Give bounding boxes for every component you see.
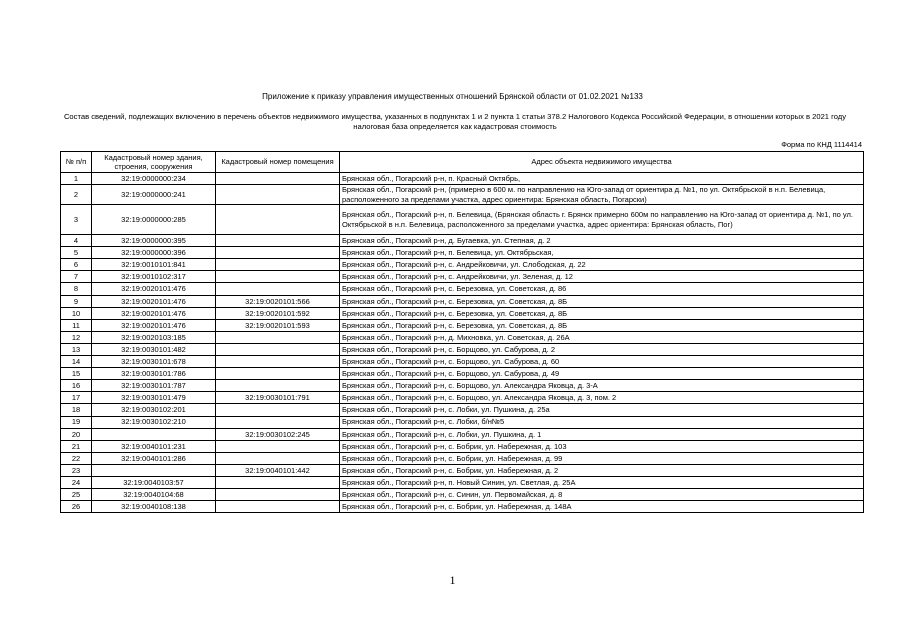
property-table — [60, 151, 864, 513]
cell-address: Брянская обл., Погарский р-н, с. Борщово, ул. Сабурова, д. 60 — [340, 356, 864, 368]
cell-num: 24 — [61, 476, 92, 488]
table-row — [61, 501, 864, 513]
cell-address: Брянская обл., Погарский р-н, с. Борщово, ул. Александра Яковца, д. 3-А — [340, 380, 864, 392]
table-row — [61, 428, 864, 440]
table-row — [61, 235, 864, 247]
cell-premises-cadastral — [216, 259, 340, 271]
document-subtitle: Состав сведений, подлежащих включению в перечень объектов недвижимого имущества, указанных в подпунктах 1 и 2 пункта 1 статьи 378.2 Налогового Кодекса Российской Федерации, в отношении которых в 2021 году налоговая база определяется как кадастровая стоимость — [63, 112, 847, 131]
cell-building-cadastral: 32:19:0030101:678 — [92, 356, 216, 368]
cell-num: 14 — [61, 356, 92, 368]
cell-premises-cadastral — [216, 368, 340, 380]
cell-address: Брянская обл., Погарский р-н, с. Бобрик, ул. Набережная, д. 148А — [340, 501, 864, 513]
cell-building-cadastral: 32:19:0000000:396 — [92, 247, 216, 259]
cell-num: 22 — [61, 452, 92, 464]
table-row — [61, 368, 864, 380]
cell-premises-cadastral — [216, 452, 340, 464]
cell-building-cadastral: 32:19:0020101:476 — [92, 307, 216, 319]
cell-address: Брянская обл., Погарский р-н, (примерно в 600 м. по направлению на Юго-запад от ориентира д. №1, по ул. Октябрьской в н.п. Белевица, расположенного за пределами участка, адрес ориентира: Брянская область, Погарски) — [340, 185, 864, 205]
cell-num: 17 — [61, 392, 92, 404]
cell-premises-cadastral — [216, 235, 340, 247]
table-row — [61, 464, 864, 476]
cell-address: Брянская обл., Погарский р-н, п. Белевица, (Брянская область г. Брянск примерно 600м по направлению на Юго-запад от ориентира д. №1, по ул. Октябрьской в н.п. Белевица, расположенного за пределами участка, адрес ориентира: Брянская область, Пог) — [340, 205, 864, 235]
cell-num: 8 — [61, 283, 92, 295]
cell-premises-cadastral: 32:19:0030102:245 — [216, 428, 340, 440]
cell-building-cadastral: 32:19:0010101:841 — [92, 259, 216, 271]
cell-building-cadastral: 32:19:0000000:241 — [92, 185, 216, 205]
cell-address: Брянская обл., Погарский р-н, п. Белевица, ул. Октябрьская, — [340, 247, 864, 259]
table-row — [61, 205, 864, 235]
cell-address: Брянская обл., Погарский р-н, с. Борщово, ул. Сабурова, д. 49 — [340, 368, 864, 380]
cell-premises-cadastral — [216, 205, 340, 235]
cell-building-cadastral — [92, 464, 216, 476]
cell-building-cadastral: 32:19:0010102:317 — [92, 271, 216, 283]
cell-premises-cadastral — [216, 356, 340, 368]
table-row — [61, 307, 864, 319]
cell-num: 9 — [61, 295, 92, 307]
cell-address: Брянская обл., Погарский р-н, с. Синин, ул. Первомайская, д. 8 — [340, 489, 864, 501]
cell-building-cadastral: 32:19:0030102:201 — [92, 404, 216, 416]
cell-num: 4 — [61, 235, 92, 247]
table-row — [61, 331, 864, 343]
form-code-label: Форма по КНД 1114414 — [781, 140, 862, 149]
cell-num: 19 — [61, 416, 92, 428]
cell-num: 2 — [61, 185, 92, 205]
cell-premises-cadastral — [216, 380, 340, 392]
cell-building-cadastral: 32:19:0000000:285 — [92, 205, 216, 235]
cell-building-cadastral: 32:19:0040104:68 — [92, 489, 216, 501]
table-row — [61, 416, 864, 428]
cell-num: 20 — [61, 428, 92, 440]
cell-premises-cadastral — [216, 343, 340, 355]
cell-premises-cadastral — [216, 416, 340, 428]
cell-address: Брянская обл., Погарский р-н, с. Березовка, ул. Советская, д. 86 — [340, 283, 864, 295]
cell-building-cadastral: 32:19:0030101:479 — [92, 392, 216, 404]
cell-premises-cadastral — [216, 440, 340, 452]
cell-address: Брянская обл., Погарский р-н, с. Березовка, ул. Советская, д. 8Б — [340, 319, 864, 331]
table-header-row — [61, 152, 864, 173]
table-row — [61, 343, 864, 355]
cell-premises-cadastral — [216, 271, 340, 283]
cell-premises-cadastral — [216, 247, 340, 259]
cell-address: Брянская обл., Погарский р-н, с. Борщово, ул. Сабурова, д. 2 — [340, 343, 864, 355]
cell-num: 13 — [61, 343, 92, 355]
cell-address: Брянская обл., Погарский р-н, п. Новый Синин, ул. Светлая, д. 25А — [340, 476, 864, 488]
cell-num: 10 — [61, 307, 92, 319]
cell-premises-cadastral — [216, 173, 340, 185]
cell-building-cadastral: 32:19:0040103:57 — [92, 476, 216, 488]
cell-building-cadastral: 32:19:0020101:476 — [92, 319, 216, 331]
table-row — [61, 476, 864, 488]
cell-num: 12 — [61, 331, 92, 343]
table-row — [61, 404, 864, 416]
cell-num: 7 — [61, 271, 92, 283]
cell-premises-cadastral: 32:19:0020101:592 — [216, 307, 340, 319]
table-row — [61, 283, 864, 295]
cell-num: 3 — [61, 205, 92, 235]
cell-num: 11 — [61, 319, 92, 331]
cell-address: Брянская обл., Погарский р-н, п. Красный Октябрь, — [340, 173, 864, 185]
page-number: 1 — [449, 573, 456, 587]
cell-address: Брянская обл., Погарский р-н, с. Березовка, ул. Советская, д. 8Б — [340, 307, 864, 319]
cell-num: 25 — [61, 489, 92, 501]
cell-building-cadastral: 32:19:0040101:286 — [92, 452, 216, 464]
table-row — [61, 380, 864, 392]
cell-address: Брянская обл., Погарский р-н, с. Борщово, ул. Александра Яковца, д. 3, пом. 2 — [340, 392, 864, 404]
cell-building-cadastral: 32:19:0000000:234 — [92, 173, 216, 185]
table-row — [61, 392, 864, 404]
table-row — [61, 356, 864, 368]
table-row — [61, 271, 864, 283]
cell-building-cadastral: 32:19:0020103:185 — [92, 331, 216, 343]
cell-address: Брянская обл., Погарский р-н, с. Андрейковичи, ул. Зеленая, д. 12 — [340, 271, 864, 283]
cell-num: 21 — [61, 440, 92, 452]
cell-building-cadastral: 32:19:0020101:476 — [92, 295, 216, 307]
cell-address: Брянская обл., Погарский р-н, с. Березовка, ул. Советская, д. 8Б — [340, 295, 864, 307]
header-premises-cadastral: Кадастровый номер помещения — [216, 152, 340, 173]
cell-num: 1 — [61, 173, 92, 185]
cell-building-cadastral — [92, 428, 216, 440]
table-row — [61, 185, 864, 205]
cell-premises-cadastral — [216, 476, 340, 488]
cell-address: Брянская обл., Погарский р-н, с. Бобрик, ул. Набережная, д. 2 — [340, 464, 864, 476]
table-row — [61, 173, 864, 185]
table-row — [61, 452, 864, 464]
cell-building-cadastral: 32:19:0040108:138 — [92, 501, 216, 513]
cell-building-cadastral: 32:19:0030101:482 — [92, 343, 216, 355]
cell-premises-cadastral: 32:19:0020101:566 — [216, 295, 340, 307]
cell-premises-cadastral — [216, 283, 340, 295]
cell-num: 18 — [61, 404, 92, 416]
cell-premises-cadastral — [216, 501, 340, 513]
cell-address: Брянская обл., Погарский р-н, с. Лобки, ул. Пушкина, д. 1 — [340, 428, 864, 440]
cell-building-cadastral: 32:19:0000000:395 — [92, 235, 216, 247]
cell-address: Брянская обл., Погарский р-н, с. Лобки, б/н№5 — [340, 416, 864, 428]
cell-premises-cadastral — [216, 489, 340, 501]
cell-premises-cadastral: 32:19:0040101:442 — [216, 464, 340, 476]
header-num: № п/п — [61, 152, 92, 173]
cell-address: Брянская обл., Погарский р-н, с. Лобки, ул. Пушкина, д. 25а — [340, 404, 864, 416]
cell-premises-cadastral — [216, 185, 340, 205]
cell-premises-cadastral: 32:19:0030101:791 — [216, 392, 340, 404]
cell-building-cadastral: 32:19:0030101:786 — [92, 368, 216, 380]
document-title: Приложение к приказу управления имущественных отношений Брянской области от 01.02.2021 №133 — [262, 92, 643, 101]
cell-address: Брянская обл., Погарский р-н, д. Михновка, ул. Советская, д. 26А — [340, 331, 864, 343]
table-row — [61, 440, 864, 452]
cell-building-cadastral: 32:19:0020101:476 — [92, 283, 216, 295]
cell-num: 6 — [61, 259, 92, 271]
cell-num: 5 — [61, 247, 92, 259]
cell-address: Брянская обл., Погарский р-н, с. Бобрик, ул. Набережная, д. 103 — [340, 440, 864, 452]
cell-num: 23 — [61, 464, 92, 476]
cell-building-cadastral: 32:19:0030101:787 — [92, 380, 216, 392]
table-row — [61, 319, 864, 331]
cell-num: 16 — [61, 380, 92, 392]
cell-num: 15 — [61, 368, 92, 380]
cell-premises-cadastral: 32:19:0020101:593 — [216, 319, 340, 331]
cell-premises-cadastral — [216, 331, 340, 343]
cell-building-cadastral: 32:19:0030102:210 — [92, 416, 216, 428]
cell-address: Брянская обл., Погарский р-н, с. Бобрик, ул. Набережная, д. 99 — [340, 452, 864, 464]
header-building-cadastral: Кадастровый номер здания, строения, сооружения — [92, 152, 216, 173]
table-row — [61, 259, 864, 271]
table-row — [61, 295, 864, 307]
header-address: Адрес объекта недвижимого имущества — [340, 152, 864, 173]
cell-num: 26 — [61, 501, 92, 513]
cell-address: Брянская обл., Погарский р-н, д. Бугаевка, ул. Степная, д. 2 — [340, 235, 864, 247]
table-row — [61, 247, 864, 259]
cell-premises-cadastral — [216, 404, 340, 416]
cell-address: Брянская обл., Погарский р-н, с. Андрейковичи, ул. Слободская, д. 22 — [340, 259, 864, 271]
table-row — [61, 489, 864, 501]
cell-building-cadastral: 32:19:0040101:231 — [92, 440, 216, 452]
